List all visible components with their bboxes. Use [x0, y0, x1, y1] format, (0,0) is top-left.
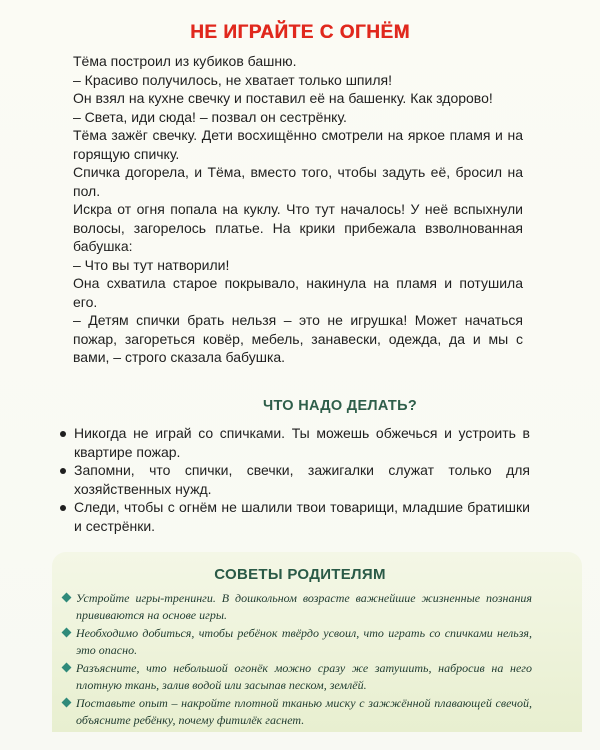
parents-tips-heading: СОВЕТЫ РОДИТЕЛЯМ — [214, 566, 386, 583]
list-item — [62, 660, 532, 693]
list-item — [60, 498, 530, 535]
tip-text: Необходимо добиться, чтобы ребёнок твёрдо усвоил, что играть со спичками нельзя, это опасно. — [76, 626, 532, 657]
diamond-bullet-icon — [62, 628, 72, 638]
parents-tips-list — [62, 590, 532, 730]
story-paragraph: Тёма зажёг свечку. Дети восхищённо смотрели на яркое пламя и на горящую спичку. — [73, 127, 523, 162]
bullet-dot-icon — [60, 468, 66, 474]
list-item — [62, 625, 532, 658]
list-item — [62, 590, 532, 623]
story-paragraph: – Детям спички брать нельзя – это не игрушка! Может начаться пожар, загореться ковёр, мебель, занавески, одежда, да и мы с вами, – строго сказала бабушка. — [73, 312, 523, 365]
list-item — [60, 461, 530, 498]
diamond-bullet-icon — [62, 593, 72, 603]
tip-text: Разъясните, что небольшой огонёк можно сразу же затушить, набросив на него плотную ткань, залив водой или засыпав песком, землёй. — [76, 661, 532, 692]
story-paragraph: – Красиво получилось, не хватает только шпиля! — [73, 71, 392, 88]
story-paragraph: Искра от огня попала на куклу. Что тут началось! У неё вспыхнули волосы, загорелось платье. На крики прибежала взволнованная бабушка: — [73, 201, 523, 254]
what-to-do-heading: ЧТО НАДО ДЕЛАТЬ? — [263, 398, 417, 414]
story-paragraph: Она схватила старое покрывало, накинула на пламя и потушила его. — [73, 275, 523, 310]
bullet-dot-icon — [60, 431, 66, 437]
list-item — [62, 695, 532, 728]
list-item-text: Никогда не играй со спичками. Ты можешь обжечься и устроить в квартире пожар. — [74, 425, 530, 460]
story-text — [73, 52, 523, 367]
tip-text: Поставьте опыт – накройте плотной тканью миску с зажжённой плавающей свечой, объясните ребёнку, почему фитилёк гаснет. — [76, 696, 532, 727]
bullet-dot-icon — [60, 505, 66, 511]
story-paragraph: Он взял на кухне свечку и поставил её на башенку. Как здорово! — [73, 90, 493, 106]
list-item-text: Запомни, что спички, свечки, зажигалки служат только для хозяйственных нужд. — [74, 462, 530, 497]
page-title: НЕ ИГРАЙТЕ С ОГНЁМ — [190, 22, 410, 43]
list-item-text: Следи, чтобы с огнём не шалили твои товарищи, младшие братишки и сестрёнки. — [74, 499, 530, 534]
story-paragraph: – Света, иди сюда! – позвал он сестрёнку. — [73, 108, 347, 125]
story-paragraph: Спичка догорела, и Тёма, вместо того, чтобы задуть её, бросил на пол. — [73, 164, 523, 199]
story-paragraph: Тёма построил из кубиков башню. — [73, 53, 297, 69]
diamond-bullet-icon — [62, 698, 72, 708]
what-to-do-list — [60, 424, 530, 535]
list-item — [60, 424, 530, 461]
tip-text: Устройте игры-тренинги. В дошкольном возрасте важнейшие жизненные познания прививаются на основе игры. — [76, 591, 532, 622]
story-paragraph: – Что вы тут натворили! — [73, 256, 230, 273]
diamond-bullet-icon — [62, 663, 72, 673]
